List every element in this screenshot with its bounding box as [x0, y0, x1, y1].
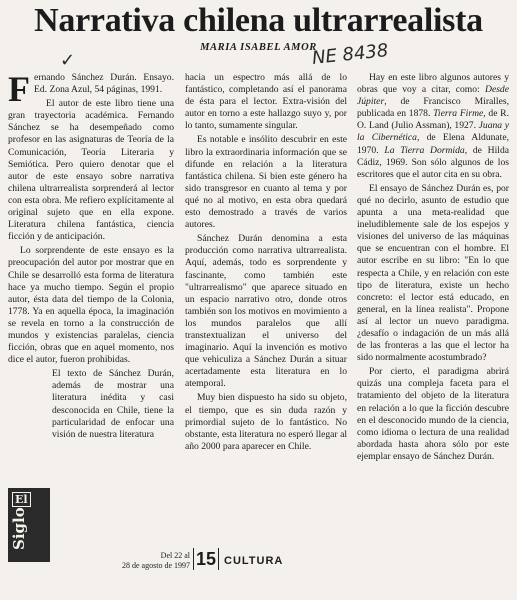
- handwritten-annotation: NE 8438: [311, 40, 390, 69]
- book-citation: ernando Sánchez Durán. Ensayo. Ed. Zona Azul, 54 páginas, 1991.: [34, 72, 174, 96]
- paragraph: Por cierto, el paradigma abrirá quizás una compleja faceta para el tratamiento del objeto de la literatura en relación a lo que la ficción descubre en el desconocido mundo de la ciencia, como idioma o lectura de una realidad abordada hasta ahora sólo por este ejemplar ensayo de Sánchez Durán.: [357, 366, 509, 462]
- paragraph: El autor de este libro tiene una gran trayectoria académica. Fernando Sánchez se ha desempeñado como profesor en las asignaturas de Teoría de la Comunicación, Teoría Literaria y Semiótica. Pero quiero denotar que el autor de este ensayo sobre narrativa chilena ultrarrealista sorprenderá al lector con esta obra. Me refiero explícitamente al original sujeto que en ella expone. Literatura chilena fantástica, ciencia ficción y de anticipación.: [8, 98, 174, 243]
- issue-date-line1: Del 22 al: [160, 551, 190, 560]
- page-number: 15: [193, 548, 219, 570]
- paragraph: Muy bien dispuesto ha sido su objeto, el tiempo, que es sin duda razón y primordial sujeto de lo fantástico. No obstante, esta literatura no esperó llegar al año 2000 para aparecer en Chile.: [185, 392, 347, 452]
- text: Hay en este libro algunos autores y obras que voy a citar, como:: [357, 72, 509, 96]
- issue-date: [110, 551, 190, 571]
- article-headline: Narrativa chilena ultrarrealista: [34, 2, 483, 39]
- paragraph: Sánchez Durán denomina a esta producción como narrativa ultrarrealista. Aquí, además, todo es sorprendente y fascinante, como también este "ultrarrealismo" que aparece situado en un espacio narrativo otro, donde otros también son los motivos en movimiento a los mundos paralelos que allí transtextualizan el universo del imaginario. Aquí la invención es motivo que vehiculiza a Sánchez Durán a situar acertadamente esta literatura en lo atemporal.: [185, 233, 347, 390]
- paragraph: Lo sorprendente de este ensayo es la preocupación del autor por mostrar que en Chile se desarrolló esta forma de literatura hace ya mucho tiempo. Según el propio autor, ésta data del tiempo de la Colonia, 1778. Ya en aquella época, la imaginación se revela en torno a la construcción de mundos y existencias paralelas, ciencia ficción, obras que en aquel momento, nos dice el autor, fueron prohibidas.: [8, 245, 174, 366]
- paragraph: Es notable e insólito descubrir en este libro la extraordinaria información que se difunde en relación a la literatura fantástica chilena. Si bien este género ha sido transgresor en cuanto al tema y por qué no al motivo, en esta obra quedará esto demostrado a través de varios autores.: [185, 134, 347, 231]
- el-siglo-logo: [8, 488, 50, 562]
- logo-el-text: El: [12, 492, 31, 507]
- drop-cap: F: [8, 69, 30, 109]
- logo-siglo-text: Siglo: [10, 507, 28, 550]
- paragraph: El ensayo de Sánchez Durán es, por qué no decirlo, asunto de estudio que apunta a una meta-realidad que ineludiblemente sale de los espejos y visiones del universo de las máquinas que se encuentran con el hombre. El autor escribe en su libro: "En lo que respecta a Chile, y en relación con este tipo de literatura, existe un hecho concreto: el lector está educado, en general, en la línea realista". Propone así al lector un nuevo paradigma. ¿desafío o indagación de un más allá de las fronteras a las que el lector ha sido normalmente acostumbrado?: [357, 182, 509, 364]
- paragraph: El texto de Sánchez Durán, además de mostrar una literatura inédita y casi desconocida en Chile, tiene la particularidad de enfocar una visión de nuestra literatura: [52, 368, 174, 440]
- text: , de Elena Aldunate, 1970.: [357, 132, 509, 156]
- handwritten-checkmark: ✓: [60, 50, 76, 71]
- section-name: CULTURA: [224, 555, 284, 567]
- article-author: MARIA ISABEL AMOR: [200, 42, 317, 53]
- paragraph: hacia un espectro más allá de lo fantástico, completando así el panorama de ésta para el lector. Extra-visión del autor en torno a este hallazgo suyo y, por lo tanto, sumamente singular.: [185, 72, 347, 132]
- book-title: Desde Júpiter: [357, 84, 509, 108]
- book-title: La Tierra Dormida: [384, 144, 465, 156]
- text: , de R. O. Land (Julio Assman), 1927.: [357, 108, 509, 132]
- book-title: Juana y la Cibernética: [357, 120, 509, 144]
- article-column-2: [185, 72, 347, 455]
- book-title: Tierra Firme: [433, 108, 484, 120]
- paragraph: [357, 72, 509, 181]
- issue-date-line2: 28 de agosto de 1997: [122, 561, 190, 570]
- article-column-3: [357, 72, 509, 465]
- text: , de Hilda Cádiz, 1969. Son sólo algunos de los escritores que el autor cita en su obra.: [357, 144, 509, 180]
- article-column-1: [8, 69, 174, 443]
- text: , de Francisco Miralles, publicada en 1878.: [357, 96, 509, 120]
- paragraph: [8, 69, 174, 109]
